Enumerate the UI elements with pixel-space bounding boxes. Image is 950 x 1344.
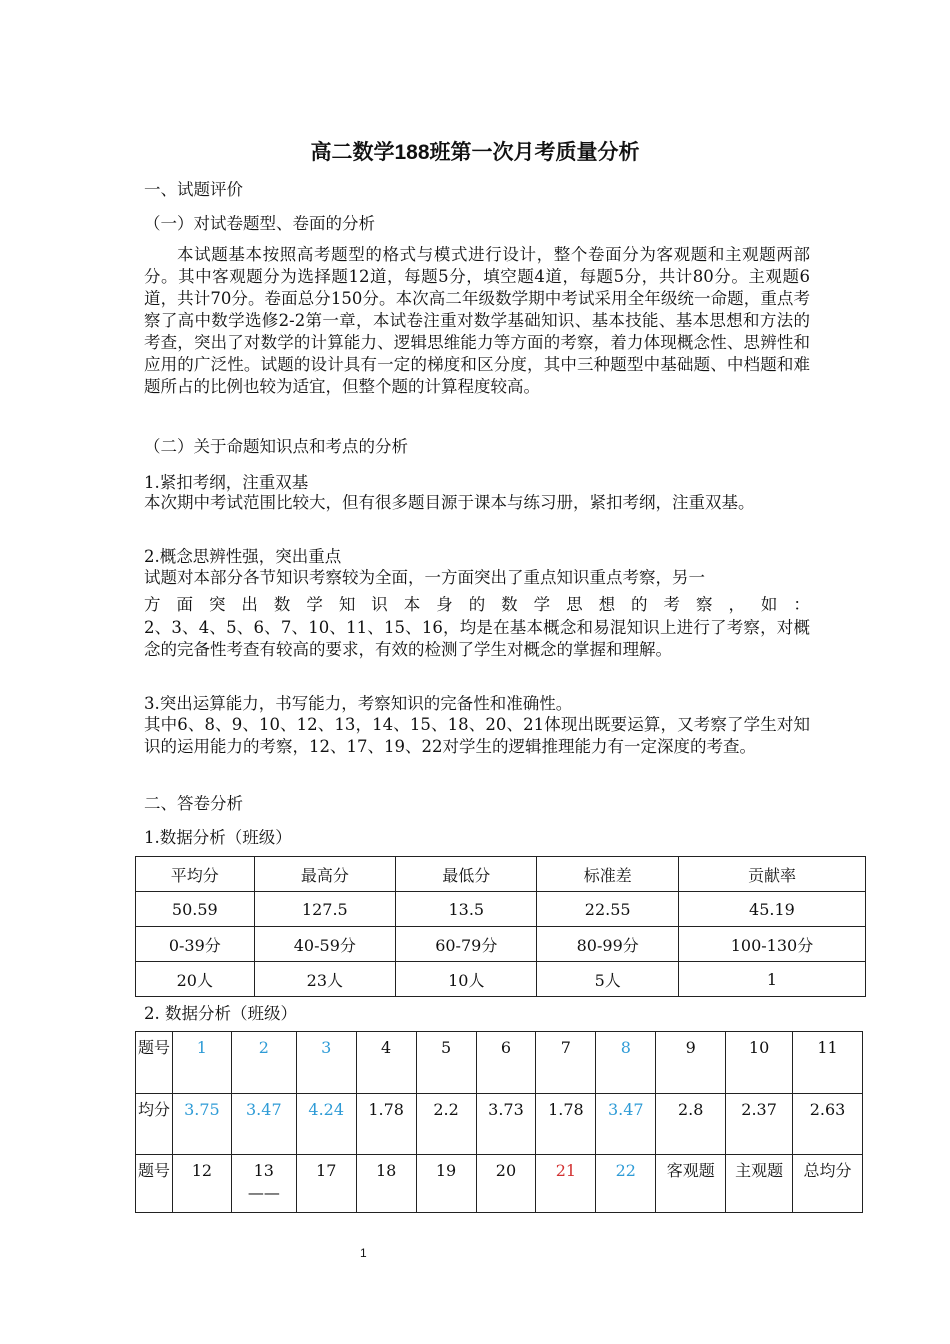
table-row (136, 927, 866, 962)
point-1-title: 1.紧扣考纲，注重双基 (144, 473, 309, 492)
spread-char: 数 (273, 595, 291, 614)
spread-char: 学 (306, 595, 323, 614)
table-cell: 总均分 (793, 1155, 863, 1213)
table-cell: 13.5 (396, 892, 537, 927)
table-cell: 8 (596, 1032, 656, 1094)
spread-char: 知 (338, 595, 356, 614)
row-header-cell: 均分 (136, 1094, 173, 1155)
table-cell: 80-99分 (537, 927, 678, 962)
table-cell: 13 —— (231, 1155, 296, 1213)
point-2-body-a: 试题对本部分各节知识考察较为全面，一方面突出了重点知识重点考察，另一 (144, 568, 705, 587)
table-cell: 最高分 (254, 857, 395, 892)
spread-char: ， (728, 595, 745, 614)
document-title: 高二数学188班第一次月考质量分析 (310, 141, 640, 164)
spread-char: 如 (760, 595, 778, 614)
table-cell: 0-39分 (136, 927, 255, 962)
table-1-caption: 1.数据分析（班级） (144, 828, 292, 847)
question-scores-table (135, 1031, 863, 1213)
table-cell: 18 (356, 1155, 416, 1213)
table-cell: 100-130分 (678, 927, 865, 962)
spread-char: ： (793, 595, 810, 614)
table-cell: 21 (536, 1155, 596, 1213)
spread-char: 方 (144, 595, 161, 614)
point-2-body-b: 2、3、4、5、6、7、10、11、15、16，均是在基本概念和易混知识上进行了考察，对概念的完备性考查有较高的要求，有效的检测了学生对概念的掌握和理解。 (144, 618, 810, 659)
table-cell: 17 (296, 1155, 356, 1213)
table-row (136, 1032, 863, 1094)
table-cell: 23人 (254, 962, 395, 997)
point-1-body: 本次期中考试范围比较大，但有很多题目源于课本与练习册，紧扣考纲，注重双基。 (144, 493, 755, 512)
table-cell: 1 (678, 962, 865, 997)
table-cell: 10人 (396, 962, 537, 997)
spread-char: 突 (208, 595, 226, 614)
table-cell: 7 (536, 1032, 596, 1094)
table-cell: 2.37 (726, 1094, 793, 1155)
table-cell: 4 (356, 1032, 416, 1094)
table-cell: 贡献率 (678, 857, 865, 892)
spread-char: 想 (598, 595, 616, 614)
table-cell: 20人 (136, 962, 255, 997)
table-cell: 2 (231, 1032, 296, 1094)
spread-char: 察 (695, 595, 713, 614)
section-heading-1: 一、试题评价 (144, 180, 243, 199)
table-cell: 4.24 (296, 1094, 356, 1155)
table-cell: 2.2 (416, 1094, 476, 1155)
table-cell: 最低分 (396, 857, 537, 892)
point-3-body: 其中6、8、9、10、12、13，14、15、18、20、21体现出既要运算，又考察了学生对知识的运用能力的考察，12、17、19、22对学生的逻辑推理能力有一定深度的考查。 (144, 715, 810, 756)
table-cell: 1 (172, 1032, 231, 1094)
table-2-caption: 2. 数据分析（班级） (144, 1004, 297, 1023)
table-cell: 60-79分 (396, 927, 537, 962)
point-2-spread-line (144, 591, 810, 615)
table-cell: 客观题 (656, 1155, 726, 1213)
row-header-cell: 题号 (136, 1155, 173, 1213)
table-cell: 50.59 (136, 892, 255, 927)
spread-char: 身 (436, 595, 453, 614)
table-cell: 标准差 (537, 857, 678, 892)
table-cell: 2.63 (793, 1094, 863, 1155)
table-cell: 10 (726, 1032, 793, 1094)
subsection-heading-1: （一）对试卷题型、卷面的分析 (144, 214, 375, 233)
spread-char: 的 (631, 595, 648, 614)
table-cell: 主观题 (726, 1155, 793, 1213)
table-row (136, 962, 866, 997)
paragraph-exam-structure: 本试题基本按照高考题型的格式与模式进行设计，整个卷面分为客观题和主观题两部分。其中客观题分为选择题12道，每题5分，填空题4道，每题5分，共计80分。主观题6道，共计70分。卷面总分150分。本次高二年级数学期中考试采用全年级统一命题，重点考察了高中数学选修2-2第一章，本试卷注重对数学基础知识、基本技能、基本思想和方法的考查，突出了对数学的计算能力、逻辑思维能力等方面的考察，着力体现概念性、思辨性和应用的广泛性。试题的设计具有一定的梯度和区分度，其中三种题型中基础题、中档题和难题所占的比例也较为适宜，但整个题的计算程度较高。 (144, 245, 810, 396)
table-row (136, 1155, 863, 1213)
spread-char: 面 (176, 595, 193, 614)
table-cell: 6 (476, 1032, 536, 1094)
table-cell: 平均分 (136, 857, 255, 892)
table-cell: 20 (476, 1155, 536, 1213)
table-cell: 5 (416, 1032, 476, 1094)
spread-char: 数 (501, 595, 518, 614)
table-cell: 3 (296, 1032, 356, 1094)
table-cell: 22 (596, 1155, 656, 1213)
table-cell: 3.73 (476, 1094, 536, 1155)
table-cell: 11 (793, 1032, 863, 1094)
class-stats-table (135, 856, 866, 997)
table-cell: 40-59分 (254, 927, 395, 962)
table-cell: 127.5 (254, 892, 395, 927)
section-heading-2: 二、答卷分析 (144, 794, 243, 813)
table-cell: 1.78 (356, 1094, 416, 1155)
table-cell: 3.75 (172, 1094, 231, 1155)
table-cell: 9 (656, 1032, 726, 1094)
table-cell: 19 (416, 1155, 476, 1213)
table-cell: 3.47 (231, 1094, 296, 1155)
table-cell: 45.19 (678, 892, 865, 927)
spread-char: 识 (371, 595, 388, 614)
subsection-heading-2: （二）关于命题知识点和考点的分析 (144, 437, 408, 456)
table-cell: 5人 (537, 962, 678, 997)
table-cell: 3.47 (596, 1094, 656, 1155)
spread-char: 本 (403, 595, 421, 614)
table-cell: 1.78 (536, 1094, 596, 1155)
page-number: 1 (360, 1246, 367, 1260)
table-cell: 2.8 (656, 1094, 726, 1155)
table-row (136, 1094, 863, 1155)
table-cell: 12 (172, 1155, 231, 1213)
spread-char: 考 (663, 595, 680, 614)
table-row (136, 892, 866, 927)
spread-char: 出 (241, 595, 258, 614)
row-header-cell: 题号 (136, 1032, 173, 1094)
point-3-title: 3.突出运算能力，书写能力，考察知识的完备性和准确性。 (144, 694, 573, 713)
spread-char: 的 (468, 595, 486, 614)
spread-char: 学 (533, 595, 551, 614)
table-cell: 22.55 (537, 892, 678, 927)
spread-char: 思 (566, 595, 583, 614)
point-2-title: 2.概念思辨性强，突出重点 (144, 547, 342, 566)
table-header-row (136, 857, 866, 892)
